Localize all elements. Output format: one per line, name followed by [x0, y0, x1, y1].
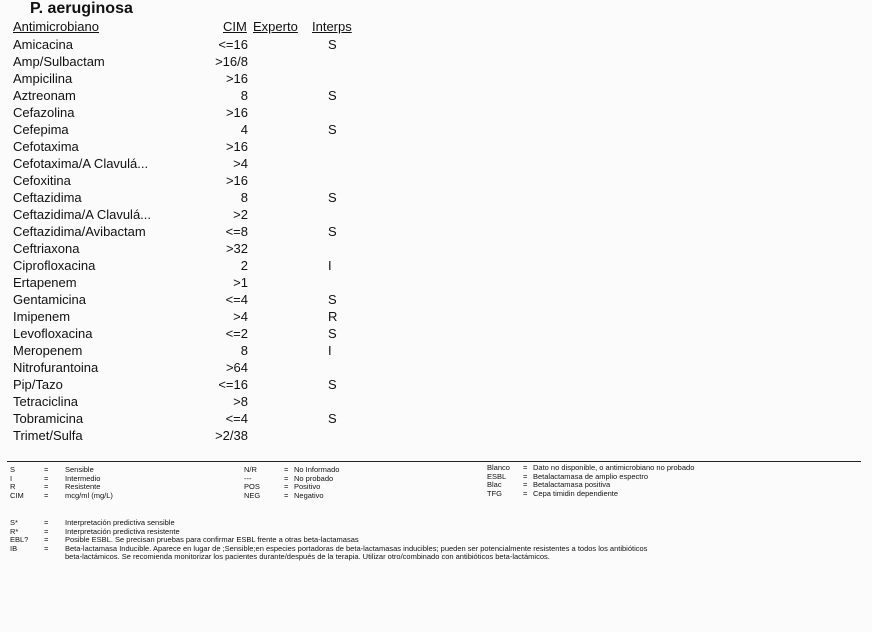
table-row [0, 427, 400, 444]
cim-value: >16 [225, 173, 248, 188]
legend-text: Dato no disponible, o antimicrobiano no probado [533, 463, 695, 472]
footnote-key: EBL? [10, 535, 29, 545]
interp-value: R [328, 309, 338, 324]
header-cim: CIM [223, 19, 247, 34]
cim-value: 4 [240, 122, 248, 137]
antimicrobial-name: Cefotaxima [13, 139, 79, 154]
legend-text: No Informado [294, 465, 340, 474]
header-expert: Experto [253, 19, 298, 34]
cim-value: >4 [233, 309, 248, 324]
cim-value: >8 [233, 394, 248, 409]
legend-text: mcg/ml (mg/L) [65, 490, 113, 500]
legend-equals: = [284, 473, 289, 483]
cim-value: >2 [233, 207, 248, 222]
legend-equals: = [523, 480, 528, 490]
legend-key: --- [244, 473, 252, 483]
footnote-text: Interpretación predictiva resistente [65, 526, 180, 536]
antimicrobial-name: Ceftazidima/Avibactam [13, 224, 146, 239]
cim-value: 8 [240, 88, 248, 103]
cim-value: <=16 [218, 377, 248, 392]
header-antimicrobial: Antimicrobiano [13, 19, 99, 34]
antimicrobial-name: Gentamicina [13, 292, 86, 307]
legend-equals: = [523, 471, 528, 481]
cim-value: >1 [233, 275, 248, 290]
legend-interpretation [10, 466, 113, 500]
legend-equals: = [44, 465, 49, 474]
interp-value: S [328, 88, 337, 103]
cim-value: <=8 [225, 224, 248, 239]
footnote-text: Posible ESBL. Se precisan pruebas para confirmar ESBL frente a otras beta-lactamasas [65, 535, 359, 545]
cim-value: 8 [240, 190, 248, 205]
legend-item [487, 490, 694, 499]
table-row [0, 376, 400, 393]
table-row [0, 87, 400, 104]
legend-text: Betalactamasa positiva [533, 480, 611, 490]
legend-status [244, 466, 339, 500]
footnote-text: Interpretación predictiva sensible [65, 518, 175, 527]
interp-value: S [328, 122, 337, 137]
table-row [0, 172, 400, 189]
antimicrobial-name: Ceftazidima/A Clavulá... [13, 207, 152, 222]
footnote-equals: = [44, 535, 49, 545]
footnotes [10, 519, 647, 562]
legend-equals: = [523, 463, 528, 472]
table-row [0, 393, 400, 410]
legend-codes [487, 464, 694, 498]
cim-value: >64 [225, 360, 248, 375]
antimicrobial-name: Cefazolina [13, 105, 75, 120]
antimicrobial-name: Cefoxitina [13, 173, 71, 188]
interp-value: S [328, 326, 337, 341]
cim-value: >16/8 [215, 54, 248, 69]
antimicrobial-name: Nitrofurantoina [13, 360, 99, 375]
legend-item [10, 492, 113, 501]
interp-value: S [328, 224, 337, 239]
legend-text: Sensible [65, 465, 94, 474]
table-row [0, 70, 400, 87]
table-row [0, 257, 400, 274]
antimicrobial-name: Ceftriaxona [13, 241, 80, 256]
antimicrobial-name: Tobramicina [13, 411, 84, 426]
cim-value: <=4 [225, 292, 248, 307]
cim-value: >32 [225, 241, 248, 256]
cim-value: >16 [225, 105, 248, 120]
cim-value: >4 [233, 156, 248, 171]
footnote-key: R* [10, 526, 19, 536]
legend-key: I [10, 473, 13, 483]
antimicrobial-name: Ceftazidima [13, 190, 82, 205]
interp-value: S [328, 377, 337, 392]
legend-equals: = [284, 490, 289, 500]
antimicrobial-name: Trimet/Sulfa [13, 428, 83, 443]
legend-equals: = [284, 465, 289, 474]
legend-key: CIM [10, 490, 24, 500]
antimicrobial-name: Ampicilina [13, 71, 73, 86]
table-row [0, 104, 400, 121]
legend-key: Blac [487, 480, 502, 490]
organism-title: P. aeruginosa [30, 0, 133, 17]
header-interp: Interps [312, 19, 352, 34]
cim-value: >2/38 [215, 428, 248, 443]
legend-text: No probado [294, 473, 334, 483]
interp-value: S [328, 292, 337, 307]
footnote-key: IB [10, 543, 18, 553]
legend-text: Negativo [294, 490, 324, 500]
divider-line [7, 461, 861, 462]
cim-value: <=4 [225, 411, 248, 426]
legend-key: TFG [487, 488, 502, 498]
legend-key: ESBL [487, 471, 507, 481]
interp-value: S [328, 411, 337, 426]
legend-text: Cepa timidin dependiente [533, 488, 619, 498]
cim-value: 8 [240, 343, 248, 358]
legend-text: Intermedio [65, 473, 101, 483]
table-row [0, 240, 400, 257]
footnote-key: S* [10, 518, 18, 527]
footnote-equals: = [44, 518, 49, 527]
cim-value: <=16 [218, 37, 248, 52]
legend-item [244, 492, 339, 501]
table-row [0, 410, 400, 427]
table-row [0, 223, 400, 240]
legend-text: Positivo [294, 482, 321, 492]
legend-key: N/R [244, 465, 257, 474]
antimicrobial-name: Amicacina [13, 37, 73, 52]
antimicrobial-name: Cefepima [13, 122, 69, 137]
footnote-equals: = [44, 526, 49, 536]
table-row [0, 325, 400, 342]
antimicrobial-name: Ciprofloxacina [13, 258, 96, 273]
legend-text: Betalactamasa de amplio espectro [533, 471, 649, 481]
antimicrobial-name: Levofloxacina [13, 326, 93, 341]
legend-key: NEG [244, 490, 261, 500]
legend-equals: = [523, 488, 528, 498]
table-row [0, 206, 400, 223]
legend-text: Resistente [65, 482, 101, 492]
table-row [0, 36, 400, 53]
footnote-equals: = [44, 543, 49, 553]
footnote-continuation: beta-lactámicos. Se recomienda monitorizar los pacientes durante/después de la terapia. Utilizar otro/combinado con antibióticos beta-lactámicos. [65, 552, 550, 562]
table-row [0, 359, 400, 376]
antimicrobial-name: Amp/Sulbactam [13, 54, 105, 69]
interp-value: I [328, 343, 332, 358]
legend-key: POS [244, 482, 260, 492]
cim-value: >16 [225, 71, 248, 86]
cim-value: 2 [240, 258, 248, 273]
table-row [0, 291, 400, 308]
antimicrobial-name: Meropenem [13, 343, 83, 358]
antimicrobial-name: Cefotaxima/A Clavulá... [13, 156, 149, 171]
interp-value: S [328, 37, 337, 52]
legend-key: S [10, 465, 16, 474]
table-row [0, 121, 400, 138]
table-row [0, 138, 400, 155]
interp-value: S [328, 190, 337, 205]
legend-equals: = [44, 490, 49, 500]
cim-value: >16 [225, 139, 248, 154]
table-row [0, 308, 400, 325]
antimicrobial-name: Aztreonam [13, 88, 76, 103]
cim-value: <=2 [225, 326, 248, 341]
footnote-text: Beta-lactamasa Inducible. Aparece en lugar de ;Sensible;en especies portadoras de beta-lactamasas inducibles; pueden ser potencialmente resistentes a todos los antibióticos [65, 543, 648, 553]
legend-key: R [10, 482, 16, 492]
table-row [0, 155, 400, 172]
antimicrobial-name: Ertapenem [13, 275, 77, 290]
legend-equals: = [44, 482, 49, 492]
legend-equals: = [44, 473, 49, 483]
legend-key: Blanco [487, 463, 510, 472]
interp-value: I [328, 258, 332, 273]
antimicrobial-name: Imipenem [13, 309, 71, 324]
antimicrobial-name: Tetraciclina [13, 394, 79, 409]
antimicrobial-name: Pip/Tazo [13, 377, 63, 392]
table-row [0, 342, 400, 359]
table-row [0, 274, 400, 291]
table-row [0, 53, 400, 70]
table-row [0, 189, 400, 206]
legend-equals: = [284, 482, 289, 492]
susceptibility-table [0, 36, 400, 444]
